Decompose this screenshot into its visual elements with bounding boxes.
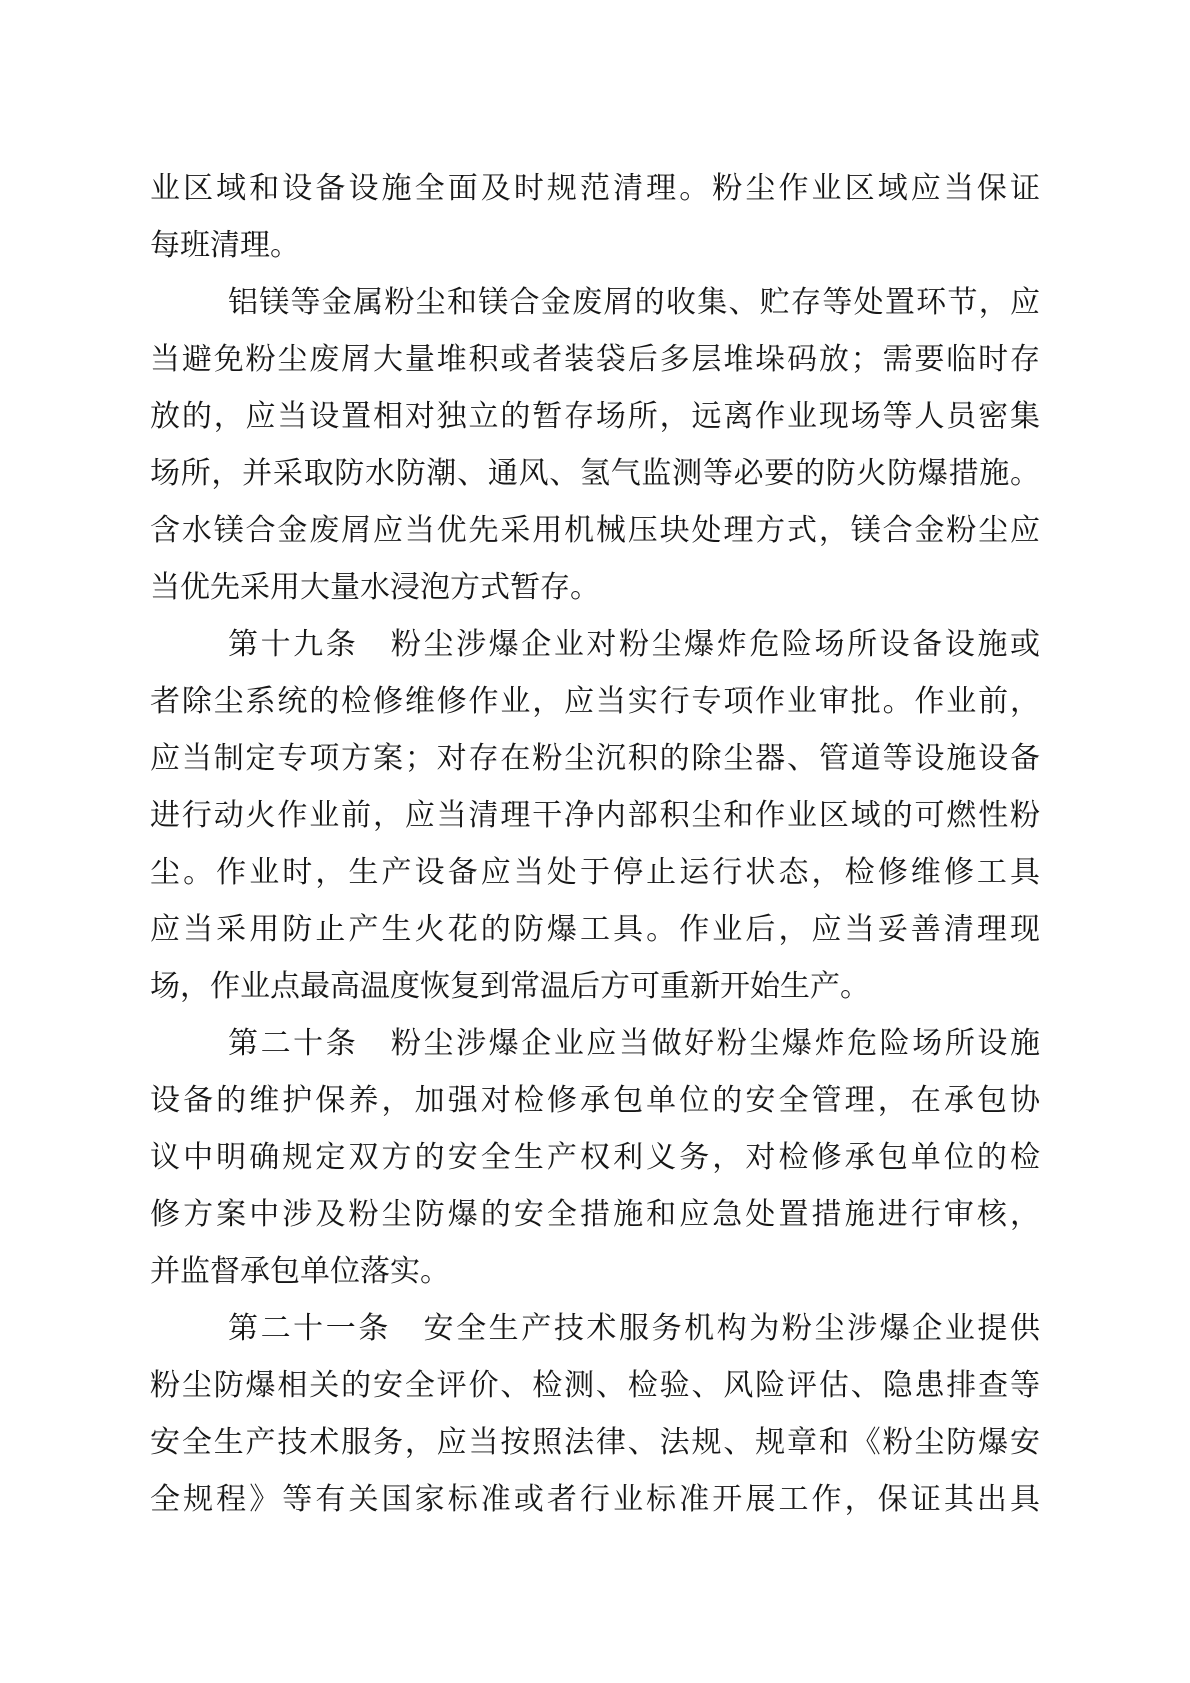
text-line: 放的，应当设置相对独立的暂存场所，远离作业现场等人员密集 xyxy=(150,400,1040,433)
text-line: 并监督承包单位落实。 xyxy=(150,1255,450,1288)
text-line: 当优先采用大量水浸泡方式暂存。 xyxy=(150,571,600,604)
text-line: 第十九条 粉尘涉爆企业对粉尘爆炸危险场所设备设施或 xyxy=(228,628,1040,661)
text-line: 应当采用防止产生火花的防爆工具。作业后，应当妥善清理现 xyxy=(150,913,1040,946)
text-line: 尘。作业时，生产设备应当处于停止运行状态，检修维修工具 xyxy=(150,856,1040,889)
text-line: 全规程》等有关国家标准或者行业标准开展工作，保证其出具 xyxy=(150,1483,1040,1516)
text-line: 粉尘防爆相关的安全评价、检测、检验、风险评估、隐患排查等 xyxy=(150,1369,1040,1402)
text-line: 场所，并采取防水防潮、通风、氢气监测等必要的防火防爆措施。 xyxy=(150,457,1040,490)
paragraph-article-19 xyxy=(150,616,1040,1015)
text-line: 当避免粉尘废屑大量堆积或者装袋后多层堆垛码放；需要临时存 xyxy=(150,343,1040,376)
text-line: 每班清理。 xyxy=(150,229,300,262)
text-line: 业区域和设备设施全面及时规范清理。粉尘作业区域应当保证 xyxy=(150,172,1040,205)
text-line: 第二十一条 安全生产技术服务机构为粉尘涉爆企业提供 xyxy=(228,1312,1040,1345)
text-line: 场，作业点最高温度恢复到常温后方可重新开始生产。 xyxy=(150,970,870,1003)
text-line: 安全生产技术服务，应当按照法律、法规、规章和《粉尘防爆安 xyxy=(150,1426,1040,1459)
text-line: 第二十条 粉尘涉爆企业应当做好粉尘爆炸危险场所设施 xyxy=(228,1027,1040,1060)
text-line: 者除尘系统的检修维修作业，应当实行专项作业审批。作业前， xyxy=(150,685,1040,718)
text-line: 修方案中涉及粉尘防爆的安全措施和应急处置措施进行审核， xyxy=(150,1198,1040,1231)
paragraph-metal-dust-handling xyxy=(150,274,1040,616)
text-line: 含水镁合金废屑应当优先采用机械压块处理方式，镁合金粉尘应 xyxy=(150,514,1040,547)
text-line: 议中明确规定双方的安全生产权利义务，对检修承包单位的检 xyxy=(150,1141,1040,1174)
paragraph-article-20 xyxy=(150,1015,1040,1300)
text-line: 进行动火作业前，应当清理干净内部积尘和作业区域的可燃性粉 xyxy=(150,799,1040,832)
text-line: 铝镁等金属粉尘和镁合金废屑的收集、贮存等处置环节，应 xyxy=(228,286,1040,319)
text-line: 设备的维护保养，加强对检修承包单位的安全管理，在承包协 xyxy=(150,1084,1040,1117)
text-line: 应当制定专项方案；对存在粉尘沉积的除尘器、管道等设施设备 xyxy=(150,742,1040,775)
paragraph-article-21 xyxy=(150,1300,1040,1528)
paragraph-continuation xyxy=(150,160,1040,274)
